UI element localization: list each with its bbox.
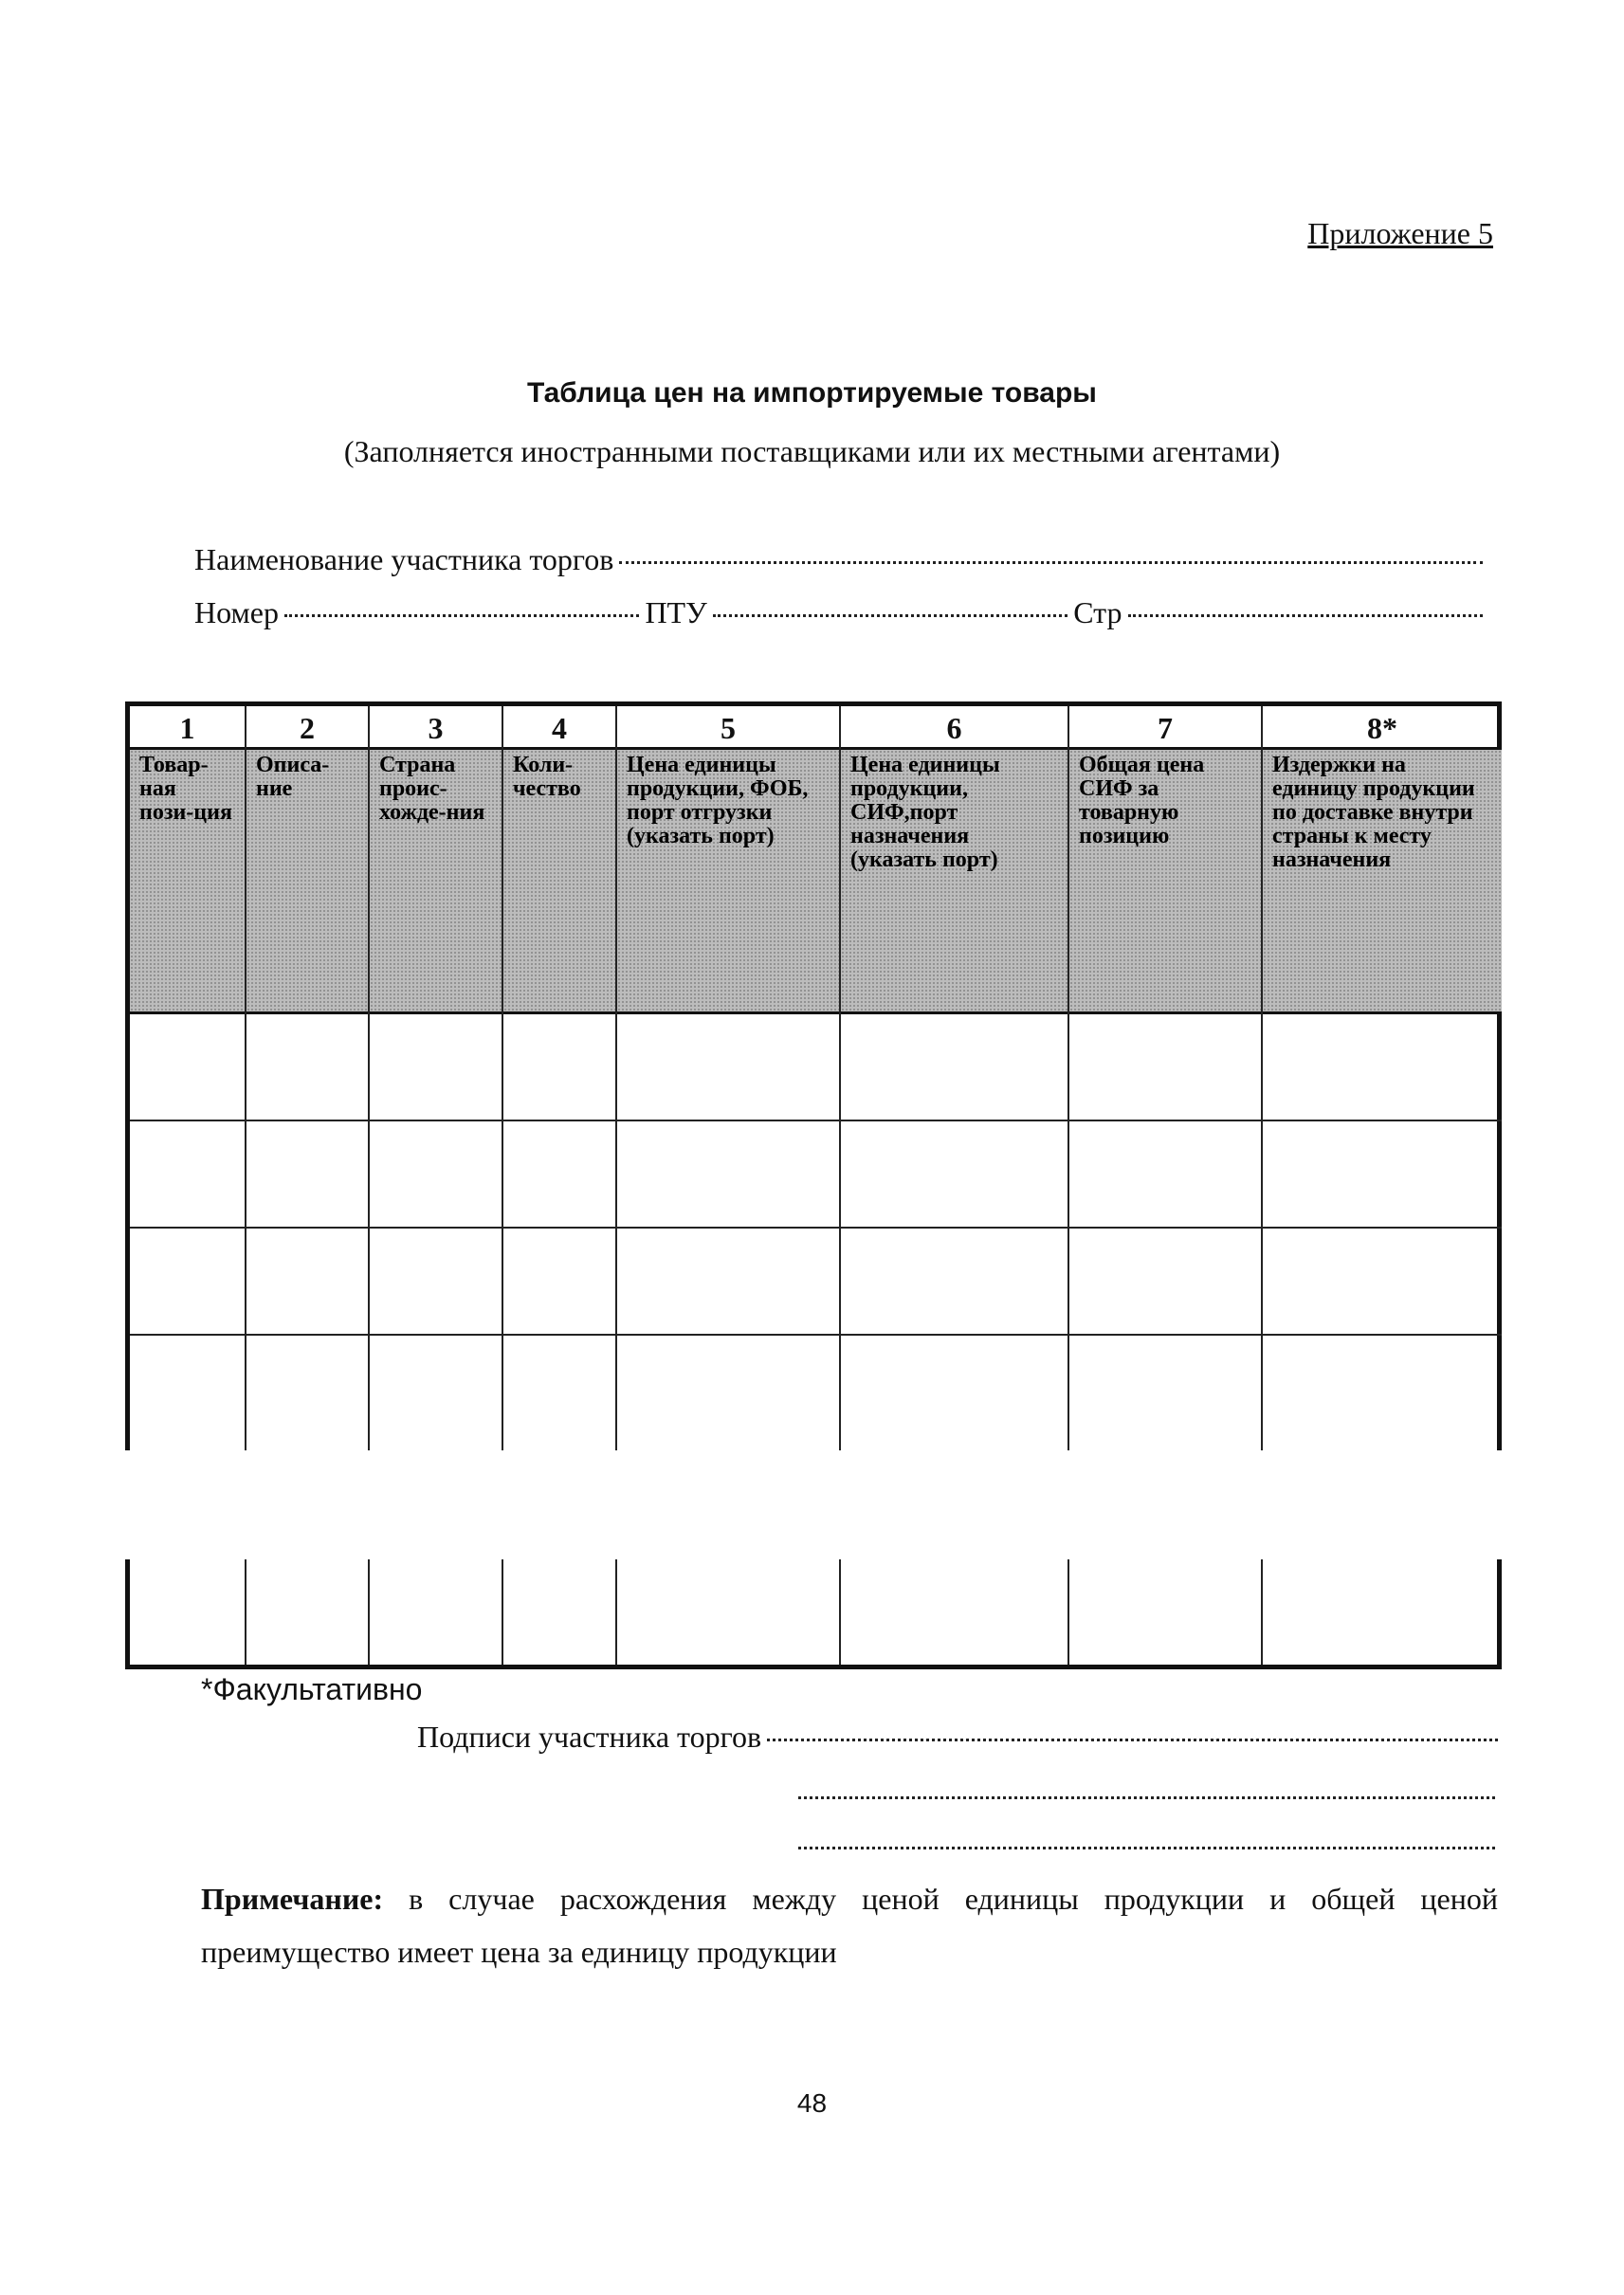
- number-label: Номер: [194, 595, 279, 629]
- column-header: Описа-ние: [246, 750, 368, 1014]
- signature-field: [417, 1720, 1498, 1755]
- table-column: [130, 706, 246, 1450]
- signature-blank-2[interactable]: [798, 1796, 1495, 1799]
- ptu-label: ПТУ: [645, 595, 707, 629]
- table-cell[interactable]: [246, 1121, 368, 1229]
- price-table-continuation: [125, 1559, 1502, 1669]
- table-column: [1263, 706, 1502, 1450]
- table-cell[interactable]: [246, 1559, 370, 1665]
- table-cell[interactable]: [370, 1014, 502, 1121]
- column-number: 2: [246, 706, 368, 750]
- table-cell[interactable]: [503, 1121, 615, 1229]
- table-column: [617, 706, 841, 1450]
- column-header: Цена единицы продукции, СИФ,порт назначения (указать порт): [841, 750, 1067, 1014]
- table-cell[interactable]: [370, 1229, 502, 1336]
- document-title: Таблица цен на импортируемые товары: [527, 377, 1097, 409]
- table-column: [370, 706, 503, 1450]
- table-cell[interactable]: [1263, 1336, 1502, 1450]
- table-cell[interactable]: [617, 1121, 839, 1229]
- table-cell[interactable]: [246, 1014, 368, 1121]
- bidder-name-label: Наименование участника торгов: [194, 542, 614, 576]
- column-header: Издержки на единицу продукции по доставке внутри страны к месту назначения: [1263, 750, 1502, 1014]
- table-cell[interactable]: [130, 1014, 245, 1121]
- table-cell[interactable]: [841, 1121, 1067, 1229]
- table-cell[interactable]: [1069, 1229, 1261, 1336]
- table-cell[interactable]: [617, 1559, 841, 1665]
- column-header: Страна проис-хожде-ния: [370, 750, 502, 1014]
- column-header: Товар-ная пози-ция: [130, 750, 245, 1014]
- table-column: [246, 706, 370, 1450]
- page-label: Стр: [1073, 595, 1122, 629]
- note-label: Примечание:: [201, 1882, 384, 1916]
- table-cell[interactable]: [841, 1229, 1067, 1336]
- number-blank[interactable]: [284, 614, 639, 617]
- signature-blank-3[interactable]: [798, 1847, 1495, 1849]
- note-text: в случае расхождения между ценой единицы продукции и общей ценой преимущество имеет цена за единицу продукции: [201, 1882, 1499, 1969]
- price-table: [125, 701, 1502, 1450]
- table-cell[interactable]: [841, 1336, 1067, 1450]
- signatures-label: Подписи участника торгов: [417, 1720, 762, 1754]
- table-column: [1069, 706, 1263, 1450]
- number-ptu-page-fields: [194, 595, 1488, 630]
- table-cell[interactable]: [1069, 1559, 1263, 1665]
- page-number: 48: [796, 2088, 828, 2118]
- column-number: 5: [617, 706, 839, 750]
- table-cell[interactable]: [130, 1336, 245, 1450]
- column-number: 1: [130, 706, 245, 750]
- table-cell[interactable]: [246, 1229, 368, 1336]
- table-cell[interactable]: [503, 1014, 615, 1121]
- table-cell[interactable]: [1069, 1336, 1261, 1450]
- document-subtitle: (Заполняется иностранными поставщиками или их местными агентами): [343, 434, 1281, 468]
- table-cell[interactable]: [1263, 1014, 1502, 1121]
- bidder-name-field: [194, 542, 1488, 577]
- column-header: Коли-чество: [503, 750, 615, 1014]
- column-number: 6: [841, 706, 1067, 750]
- table-cell[interactable]: [1263, 1121, 1502, 1229]
- table-cell[interactable]: [841, 1559, 1069, 1665]
- column-number: 7: [1069, 706, 1261, 750]
- signature-blank[interactable]: [767, 1739, 1498, 1741]
- table-cell[interactable]: [617, 1336, 839, 1450]
- table-cell[interactable]: [503, 1559, 617, 1665]
- table-cell[interactable]: [841, 1014, 1067, 1121]
- table-cell[interactable]: [1263, 1229, 1502, 1336]
- table-cell[interactable]: [370, 1559, 503, 1665]
- page-blank[interactable]: [1128, 614, 1483, 617]
- table-cell[interactable]: [503, 1229, 615, 1336]
- table-column: [503, 706, 617, 1450]
- table-cell[interactable]: [503, 1336, 615, 1450]
- table-column: [841, 706, 1069, 1450]
- column-number: 8*: [1263, 706, 1502, 750]
- table-cell[interactable]: [1069, 1121, 1261, 1229]
- table-cell[interactable]: [130, 1229, 245, 1336]
- column-number: 4: [503, 706, 615, 750]
- ptu-blank[interactable]: [713, 614, 1067, 617]
- column-header: Общая цена СИФ за товарную позицию: [1069, 750, 1261, 1014]
- table-cell[interactable]: [246, 1336, 368, 1450]
- footnote: *Факультативно: [201, 1672, 423, 1706]
- table-cell[interactable]: [370, 1336, 502, 1450]
- table-cell[interactable]: [1069, 1014, 1261, 1121]
- table-cell[interactable]: [130, 1559, 246, 1665]
- column-number: 3: [370, 706, 502, 750]
- note-paragraph: [201, 1872, 1498, 1978]
- table-cell[interactable]: [130, 1121, 245, 1229]
- table-cell[interactable]: [617, 1014, 839, 1121]
- appendix-label: Приложение 5: [1307, 216, 1493, 250]
- table-cell[interactable]: [1263, 1559, 1502, 1665]
- table-cell[interactable]: [617, 1229, 839, 1336]
- column-header: Цена единицы продукции, ФОБ, порт отгрузки (указать порт): [617, 750, 839, 1014]
- table-cell[interactable]: [370, 1121, 502, 1229]
- bidder-name-blank[interactable]: [619, 561, 1483, 564]
